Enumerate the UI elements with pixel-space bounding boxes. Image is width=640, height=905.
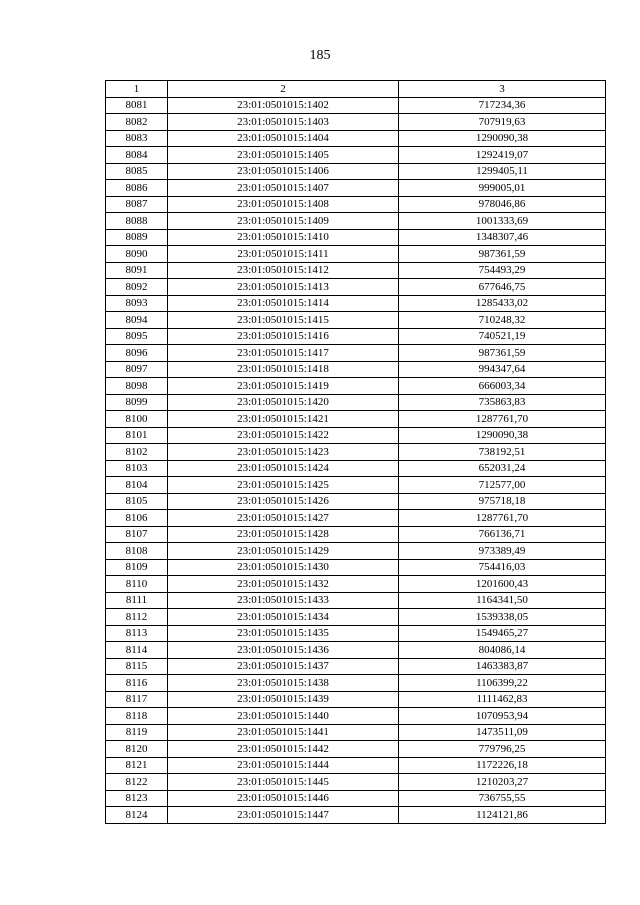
cadastral-number-cell: 23:01:0501015:1427 [168, 510, 399, 527]
row-number-cell: 8093 [106, 295, 168, 312]
value-cell: 987361,59 [399, 246, 606, 263]
table-row [106, 163, 606, 180]
cadastral-number-cell: 23:01:0501015:1417 [168, 345, 399, 362]
table-row [106, 724, 606, 741]
row-number-cell: 8091 [106, 262, 168, 279]
table-row [106, 807, 606, 824]
row-number-cell: 8104 [106, 477, 168, 494]
table-row [106, 196, 606, 213]
value-cell: 736755,55 [399, 790, 606, 807]
row-number-cell: 8096 [106, 345, 168, 362]
table-row [106, 559, 606, 576]
cadastral-number-cell: 23:01:0501015:1441 [168, 724, 399, 741]
row-number-cell: 8107 [106, 526, 168, 543]
cadastral-number-cell: 23:01:0501015:1422 [168, 427, 399, 444]
row-number-cell: 8087 [106, 196, 168, 213]
value-cell: 740521,19 [399, 328, 606, 345]
row-number-cell: 8118 [106, 708, 168, 725]
value-cell: 1287761,70 [399, 411, 606, 428]
table-row [106, 229, 606, 246]
value-cell: 1290090,38 [399, 130, 606, 147]
table-row [106, 477, 606, 494]
table-row [106, 609, 606, 626]
row-number-cell: 8084 [106, 147, 168, 164]
row-number-cell: 8108 [106, 543, 168, 560]
table-row [106, 345, 606, 362]
value-cell: 754416,03 [399, 559, 606, 576]
cadastral-number-cell: 23:01:0501015:1438 [168, 675, 399, 692]
value-cell: 779796,25 [399, 741, 606, 758]
value-cell: 1549465,27 [399, 625, 606, 642]
value-cell: 1463383,87 [399, 658, 606, 675]
value-cell: 707919,63 [399, 114, 606, 131]
cadastral-number-cell: 23:01:0501015:1424 [168, 460, 399, 477]
row-number-cell: 8121 [106, 757, 168, 774]
value-cell: 1210203,27 [399, 774, 606, 791]
cadastral-number-cell: 23:01:0501015:1405 [168, 147, 399, 164]
table-row [106, 757, 606, 774]
cadastral-number-cell: 23:01:0501015:1407 [168, 180, 399, 197]
value-cell: 1201600,43 [399, 576, 606, 593]
cadastral-number-cell: 23:01:0501015:1428 [168, 526, 399, 543]
value-cell: 710248,32 [399, 312, 606, 329]
table-row [106, 427, 606, 444]
cadastral-number-cell: 23:01:0501015:1425 [168, 477, 399, 494]
value-cell: 1164341,50 [399, 592, 606, 609]
cadastral-number-cell: 23:01:0501015:1442 [168, 741, 399, 758]
table-row [106, 262, 606, 279]
row-number-cell: 8082 [106, 114, 168, 131]
column-header-1: 1 [106, 81, 168, 98]
row-number-cell: 8099 [106, 394, 168, 411]
value-cell: 735863,83 [399, 394, 606, 411]
table-header-row [106, 81, 606, 98]
value-cell: 994347,64 [399, 361, 606, 378]
cadastral-number-cell: 23:01:0501015:1409 [168, 213, 399, 230]
value-cell: 1285433,02 [399, 295, 606, 312]
value-cell: 1290090,38 [399, 427, 606, 444]
table-row [106, 493, 606, 510]
table-row [106, 213, 606, 230]
value-cell: 1124121,86 [399, 807, 606, 824]
table-row [106, 147, 606, 164]
value-cell: 999005,01 [399, 180, 606, 197]
value-cell: 1299405,11 [399, 163, 606, 180]
cadastral-number-cell: 23:01:0501015:1444 [168, 757, 399, 774]
value-cell: 804086,14 [399, 642, 606, 659]
table-row [106, 774, 606, 791]
row-number-cell: 8095 [106, 328, 168, 345]
table-row [106, 130, 606, 147]
cadastral-number-cell: 23:01:0501015:1445 [168, 774, 399, 791]
row-number-cell: 8103 [106, 460, 168, 477]
row-number-cell: 8114 [106, 642, 168, 659]
table-row [106, 361, 606, 378]
cadastral-number-cell: 23:01:0501015:1411 [168, 246, 399, 263]
row-number-cell: 8111 [106, 592, 168, 609]
table-row [106, 691, 606, 708]
cadastral-number-cell: 23:01:0501015:1436 [168, 642, 399, 659]
cadastral-number-cell: 23:01:0501015:1408 [168, 196, 399, 213]
row-number-cell: 8085 [106, 163, 168, 180]
cadastral-number-cell: 23:01:0501015:1406 [168, 163, 399, 180]
table-row [106, 576, 606, 593]
row-number-cell: 8102 [106, 444, 168, 461]
value-cell: 717234,36 [399, 97, 606, 114]
table-row [106, 328, 606, 345]
row-number-cell: 8094 [106, 312, 168, 329]
value-cell: 987361,59 [399, 345, 606, 362]
row-number-cell: 8112 [106, 609, 168, 626]
row-number-cell: 8123 [106, 790, 168, 807]
row-number-cell: 8105 [106, 493, 168, 510]
table-row [106, 444, 606, 461]
table-row [106, 708, 606, 725]
row-number-cell: 8124 [106, 807, 168, 824]
table-row [106, 510, 606, 527]
value-cell: 1070953,94 [399, 708, 606, 725]
cadastral-number-cell: 23:01:0501015:1415 [168, 312, 399, 329]
table-row [106, 642, 606, 659]
value-cell: 1473511,09 [399, 724, 606, 741]
value-cell: 1348307,46 [399, 229, 606, 246]
row-number-cell: 8113 [106, 625, 168, 642]
value-cell: 677646,75 [399, 279, 606, 296]
row-number-cell: 8100 [106, 411, 168, 428]
row-number-cell: 8119 [106, 724, 168, 741]
cadastral-number-cell: 23:01:0501015:1412 [168, 262, 399, 279]
value-cell: 652031,24 [399, 460, 606, 477]
row-number-cell: 8086 [106, 180, 168, 197]
value-cell: 1001333,69 [399, 213, 606, 230]
cadastral-number-cell: 23:01:0501015:1402 [168, 97, 399, 114]
value-cell: 1292419,07 [399, 147, 606, 164]
table-row [106, 592, 606, 609]
row-number-cell: 8109 [106, 559, 168, 576]
data-table [105, 80, 606, 824]
row-number-cell: 8110 [106, 576, 168, 593]
table-row [106, 526, 606, 543]
cadastral-number-cell: 23:01:0501015:1410 [168, 229, 399, 246]
cadastral-number-cell: 23:01:0501015:1433 [168, 592, 399, 609]
cadastral-number-cell: 23:01:0501015:1403 [168, 114, 399, 131]
table-row [106, 543, 606, 560]
cadastral-number-cell: 23:01:0501015:1418 [168, 361, 399, 378]
table-row [106, 97, 606, 114]
column-header-2: 2 [168, 81, 399, 98]
table-row [106, 295, 606, 312]
table-row [106, 411, 606, 428]
cadastral-number-cell: 23:01:0501015:1419 [168, 378, 399, 395]
cadastral-number-cell: 23:01:0501015:1439 [168, 691, 399, 708]
row-number-cell: 8089 [106, 229, 168, 246]
table-row [106, 741, 606, 758]
cadastral-number-cell: 23:01:0501015:1414 [168, 295, 399, 312]
row-number-cell: 8101 [106, 427, 168, 444]
table-row [106, 378, 606, 395]
table-row [106, 790, 606, 807]
table-row [106, 246, 606, 263]
value-cell: 738192,51 [399, 444, 606, 461]
value-cell: 1106399,22 [399, 675, 606, 692]
cadastral-number-cell: 23:01:0501015:1430 [168, 559, 399, 576]
row-number-cell: 8122 [106, 774, 168, 791]
row-number-cell: 8092 [106, 279, 168, 296]
table-row [106, 460, 606, 477]
cadastral-number-cell: 23:01:0501015:1420 [168, 394, 399, 411]
table-row [106, 180, 606, 197]
cadastral-number-cell: 23:01:0501015:1404 [168, 130, 399, 147]
table-body [106, 97, 606, 823]
cadastral-number-cell: 23:01:0501015:1423 [168, 444, 399, 461]
cadastral-number-cell: 23:01:0501015:1416 [168, 328, 399, 345]
table-row [106, 658, 606, 675]
row-number-cell: 8083 [106, 130, 168, 147]
cadastral-number-cell: 23:01:0501015:1429 [168, 543, 399, 560]
value-cell: 712577,00 [399, 477, 606, 494]
cadastral-number-cell: 23:01:0501015:1440 [168, 708, 399, 725]
cadastral-number-cell: 23:01:0501015:1432 [168, 576, 399, 593]
cadastral-number-cell: 23:01:0501015:1413 [168, 279, 399, 296]
cadastral-number-cell: 23:01:0501015:1446 [168, 790, 399, 807]
table-row [106, 279, 606, 296]
value-cell: 973389,49 [399, 543, 606, 560]
table-row [106, 114, 606, 131]
value-cell: 1172226,18 [399, 757, 606, 774]
value-cell: 1111462,83 [399, 691, 606, 708]
table-row [106, 675, 606, 692]
cadastral-number-cell: 23:01:0501015:1434 [168, 609, 399, 626]
table-row [106, 625, 606, 642]
value-cell: 754493,29 [399, 262, 606, 279]
cadastral-number-cell: 23:01:0501015:1447 [168, 807, 399, 824]
table-row [106, 394, 606, 411]
row-number-cell: 8115 [106, 658, 168, 675]
row-number-cell: 8120 [106, 741, 168, 758]
value-cell: 978046,86 [399, 196, 606, 213]
value-cell: 1287761,70 [399, 510, 606, 527]
row-number-cell: 8098 [106, 378, 168, 395]
cadastral-number-cell: 23:01:0501015:1421 [168, 411, 399, 428]
value-cell: 766136,71 [399, 526, 606, 543]
cadastral-number-cell: 23:01:0501015:1435 [168, 625, 399, 642]
value-cell: 975718,18 [399, 493, 606, 510]
row-number-cell: 8116 [106, 675, 168, 692]
value-cell: 666003,34 [399, 378, 606, 395]
table-row [106, 312, 606, 329]
row-number-cell: 8090 [106, 246, 168, 263]
row-number-cell: 8081 [106, 97, 168, 114]
page-number: 185 [309, 48, 331, 63]
row-number-cell: 8117 [106, 691, 168, 708]
value-cell: 1539338,05 [399, 609, 606, 626]
cadastral-number-cell: 23:01:0501015:1437 [168, 658, 399, 675]
row-number-cell: 8097 [106, 361, 168, 378]
column-header-3: 3 [399, 81, 606, 98]
cadastral-number-cell: 23:01:0501015:1426 [168, 493, 399, 510]
row-number-cell: 8106 [106, 510, 168, 527]
row-number-cell: 8088 [106, 213, 168, 230]
